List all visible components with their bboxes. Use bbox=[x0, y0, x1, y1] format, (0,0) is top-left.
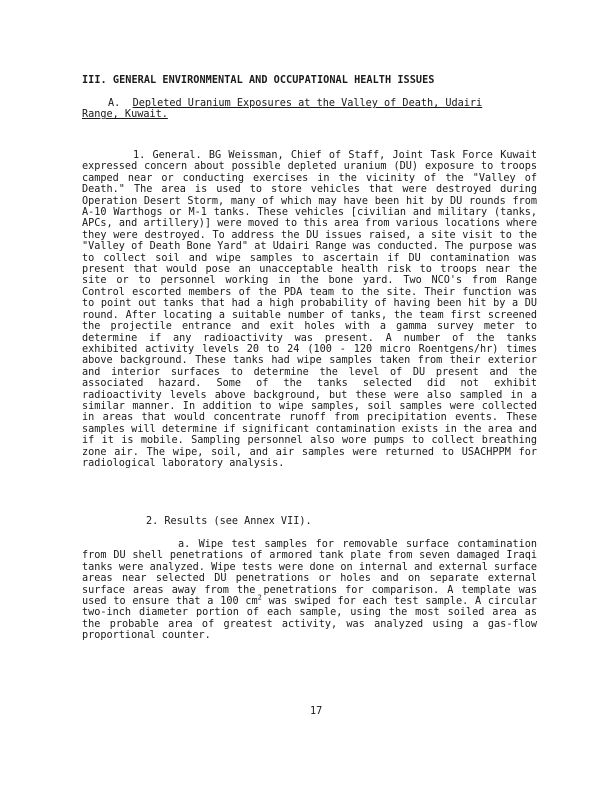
paragraph-general: 1. General. BG Weissman, Chief of Staff, Joint Task Force Kuwait expressed concern about possible depleted uranium (DU) exposure to troops camped near or conducting exercises in the vicinity of the "Valley of Death." The area is used to store vehicles that were destroyed during Operation Desert Storm, many of which may have been hit by DU rounds from A-10 Warthogs or M-1 tanks. These vehicles [civilian and military (tanks, APCs, and artillery)] were moved to this area from various locations where they were destroyed. To address the DU issues raised, a site visit to the "Valley of Death Bone Yard" at Udairi Range was conducted. The purpose was to collect soil and wipe samples to ascertain if DU contamination was present that would pose an unacceptable health risk to troops near the site or to personnel working in the bone yard. Two NCO's from Range Control escorted members of the PDA team to the site. Their function was to point out tanks that had a high probability of having been hit by a DU round. After locating a suitable number of tanks, the team first screened the projectile entrance and exit holes with a gamma survey meter to determine if any radioactivity was present. A number of the tanks exhibited activity levels 20 to 24 (100 - 120 micro Roentgens/hr) times above background. These tanks had wipe samples taken from their exterior and interior surfaces to determine the level of DU present and the associated hazard. Some of the tanks selected did not exhibit radioactivity levels above background, but these were also sampled in a similar manner. In addition to wipe samples, soil samples were collected in areas that would concentrate runoff from precipitation events. These samples will determine if significant contamination exists in the area and if it is mobile. Sampling personnel also wore pumps to collect breathing zone air. The wipe, soil, and air samples were returned to USACHPPM for radiological laboratory analysis. bbox=[82, 150, 537, 469]
section-heading: III. GENERAL ENVIRONMENTAL AND OCCUPATIONAL HEALTH ISSUES bbox=[82, 75, 435, 86]
subsection-label: A. bbox=[108, 98, 121, 109]
paragraph-results-heading: 2. Results (see Annex VII). bbox=[146, 516, 312, 527]
subsection-title: Depleted Uranium Exposures at the Valley of Death, Udairi Range, Kuwait. bbox=[82, 98, 483, 121]
subsection-heading bbox=[82, 98, 522, 121]
results-a-text-1: a. Wipe test samples for removable surface contamination from DU shell penetrations of armored tank plate from seven damaged Iraqi tanks were analyzed. Wipe tests were done on internal and external surface areas near selected DU penetrations or holes and on separate external surface areas away from the penetrations for comparison. A template was used to ensure that a 100 cm bbox=[82, 539, 537, 608]
page-number: 17 bbox=[310, 706, 323, 717]
paragraph-results-a bbox=[82, 539, 537, 642]
results-a-text-2: was swiped for each test sample. A circular two-inch diameter portion of each sample, using the most soiled area as the probable area of greatest activity, was analyzed using a gas-flow proportional counter. bbox=[82, 596, 537, 642]
superscript-2: 2 bbox=[257, 593, 262, 602]
